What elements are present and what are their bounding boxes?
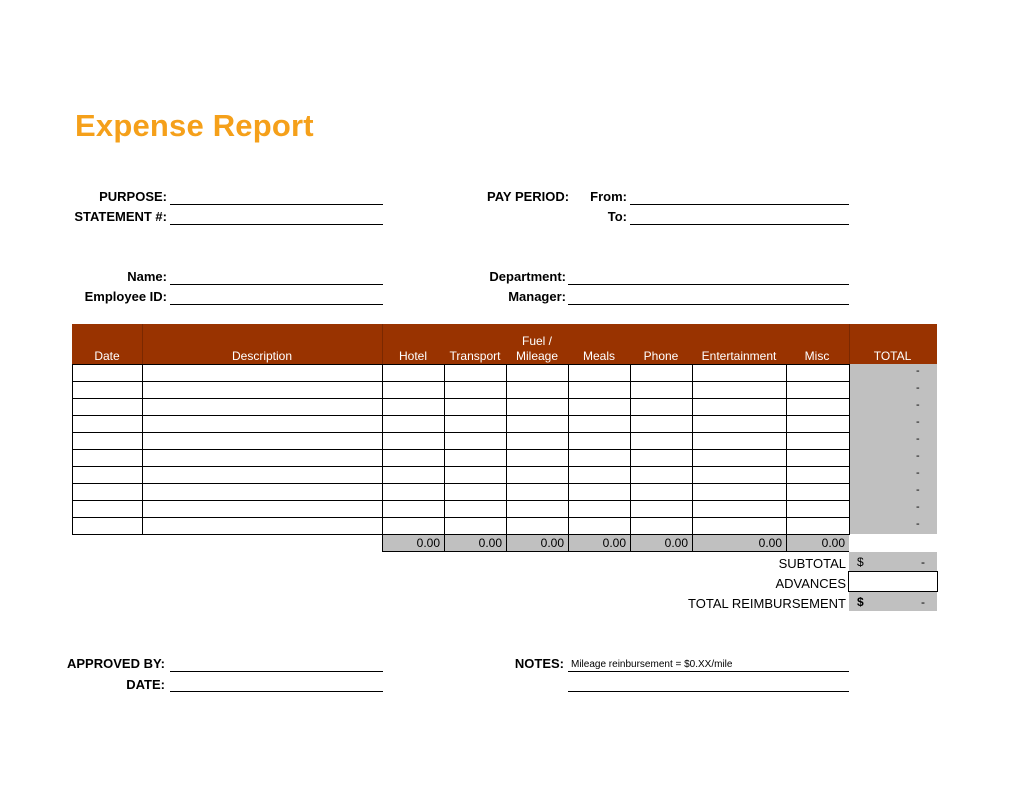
date-label: DATE: xyxy=(126,677,165,692)
table-cell[interactable] xyxy=(445,433,506,449)
manager-field[interactable] xyxy=(568,304,849,305)
column-total-divider xyxy=(630,535,631,551)
subtotal-label: SUBTOTAL xyxy=(778,556,846,571)
table-cell[interactable] xyxy=(143,450,382,466)
subtotal-currency: $ xyxy=(857,555,864,569)
table-cell[interactable] xyxy=(445,467,506,483)
table-cell[interactable] xyxy=(787,382,849,398)
table-cell[interactable] xyxy=(507,416,568,432)
header-divider xyxy=(382,324,383,364)
from-label: From: xyxy=(590,189,627,204)
table-cell[interactable] xyxy=(507,365,568,381)
table-cell[interactable] xyxy=(73,399,142,415)
column-total: 0.00 xyxy=(758,536,782,550)
table-cell[interactable] xyxy=(383,484,444,500)
column-total-divider xyxy=(506,535,507,551)
table-cell[interactable] xyxy=(787,365,849,381)
table-cell[interactable] xyxy=(445,450,506,466)
table-cell[interactable] xyxy=(569,484,630,500)
table-cell[interactable] xyxy=(507,450,568,466)
advances-input[interactable] xyxy=(848,571,938,592)
approved-by-label: APPROVED BY: xyxy=(67,656,165,671)
row-total: - xyxy=(916,382,920,394)
column-total: 0.00 xyxy=(540,536,564,550)
column-line xyxy=(849,364,850,535)
table-cell[interactable] xyxy=(693,416,786,432)
col-date: Date xyxy=(94,349,120,363)
table-cell[interactable] xyxy=(631,467,692,483)
statement-field[interactable] xyxy=(170,224,383,225)
page-title: Expense Report xyxy=(75,108,314,143)
table-cell[interactable] xyxy=(445,501,506,517)
table-cell[interactable] xyxy=(445,484,506,500)
table-cell[interactable] xyxy=(507,518,568,534)
table-cell[interactable] xyxy=(787,416,849,432)
advances-label: ADVANCES xyxy=(775,576,846,591)
table-cell[interactable] xyxy=(569,501,630,517)
total-column xyxy=(849,364,937,534)
table-cell[interactable] xyxy=(383,467,444,483)
to-field[interactable] xyxy=(630,224,849,225)
col-phone: Phone xyxy=(643,349,679,363)
approved-by-field[interactable] xyxy=(170,671,383,672)
table-header xyxy=(72,324,937,364)
total-currency: $ xyxy=(857,595,864,609)
header-divider xyxy=(849,324,850,364)
table-cell[interactable] xyxy=(631,399,692,415)
table-cell[interactable] xyxy=(693,518,786,534)
col-transport: Transport xyxy=(449,349,501,363)
row-total: - xyxy=(916,501,920,513)
table-cell[interactable] xyxy=(383,399,444,415)
table-cell[interactable] xyxy=(631,416,692,432)
table-cell[interactable] xyxy=(383,501,444,517)
row-total: - xyxy=(916,416,920,428)
table-cell[interactable] xyxy=(693,365,786,381)
table-cell[interactable] xyxy=(383,518,444,534)
table-cell[interactable] xyxy=(787,518,849,534)
table-cell[interactable] xyxy=(787,467,849,483)
name-label: Name: xyxy=(127,269,167,284)
table-cell[interactable] xyxy=(787,433,849,449)
row-total: - xyxy=(916,450,920,462)
row-total: - xyxy=(916,365,920,377)
table-cell[interactable] xyxy=(445,416,506,432)
column-total: 0.00 xyxy=(664,536,688,550)
table-cell[interactable] xyxy=(383,450,444,466)
table-cell[interactable] xyxy=(631,365,692,381)
notes-field[interactable] xyxy=(568,671,849,672)
date-field[interactable] xyxy=(170,691,383,692)
table-cell[interactable] xyxy=(507,433,568,449)
row-total: - xyxy=(916,399,920,411)
table-cell[interactable] xyxy=(693,399,786,415)
notes-field-2[interactable] xyxy=(568,691,849,692)
employee-id-label: Employee ID: xyxy=(84,289,167,304)
table-cell[interactable] xyxy=(143,365,382,381)
total-value: - xyxy=(921,595,925,609)
from-field[interactable] xyxy=(630,204,849,205)
table-cell[interactable] xyxy=(383,365,444,381)
column-total-divider xyxy=(444,535,445,551)
table-cell[interactable] xyxy=(631,501,692,517)
table-cell[interactable] xyxy=(73,450,142,466)
table-cell[interactable] xyxy=(73,433,142,449)
statement-label: STATEMENT #: xyxy=(74,209,167,224)
table-cell[interactable] xyxy=(73,467,142,483)
table-cell[interactable] xyxy=(693,501,786,517)
header-divider xyxy=(142,324,143,364)
notes-label: NOTES: xyxy=(514,656,564,671)
row-total: - xyxy=(916,484,920,496)
purpose-field[interactable] xyxy=(170,204,383,205)
table-cell[interactable] xyxy=(445,518,506,534)
to-label: To: xyxy=(607,209,627,224)
col-entertainment: Entertainment xyxy=(701,349,777,363)
purpose-label: PURPOSE: xyxy=(99,189,167,204)
table-cell[interactable] xyxy=(787,399,849,415)
col-mileage: Mileage xyxy=(515,349,559,363)
table-cell[interactable] xyxy=(787,501,849,517)
column-total-divider xyxy=(692,535,693,551)
row-total: - xyxy=(916,518,920,530)
table-cell[interactable] xyxy=(631,433,692,449)
table-cell[interactable] xyxy=(569,518,630,534)
table-cell[interactable] xyxy=(143,467,382,483)
subtotal-cell xyxy=(849,552,937,571)
employee-id-field[interactable] xyxy=(170,304,383,305)
total-reimbursement-cell xyxy=(849,592,937,611)
table-cell[interactable] xyxy=(73,518,142,534)
col-total: TOTAL xyxy=(873,349,912,363)
table-cell[interactable] xyxy=(693,450,786,466)
table-cell[interactable] xyxy=(507,501,568,517)
table-cell[interactable] xyxy=(143,433,382,449)
table-cell[interactable] xyxy=(383,416,444,432)
name-field[interactable] xyxy=(170,284,383,285)
table-cell[interactable] xyxy=(693,467,786,483)
column-total: 0.00 xyxy=(602,536,626,550)
table-cell[interactable] xyxy=(787,484,849,500)
col-meals: Meals xyxy=(582,349,615,363)
table-cell[interactable] xyxy=(383,433,444,449)
col-misc: Misc xyxy=(804,349,830,363)
table-cell[interactable] xyxy=(143,501,382,517)
table-cell[interactable] xyxy=(693,433,786,449)
table-cell[interactable] xyxy=(569,433,630,449)
table-cell[interactable] xyxy=(507,399,568,415)
total-reimbursement-label: TOTAL REIMBURSEMENT xyxy=(688,596,846,611)
table-cell[interactable] xyxy=(631,450,692,466)
table-cell[interactable] xyxy=(631,484,692,500)
table-cell[interactable] xyxy=(693,484,786,500)
table-cell[interactable] xyxy=(73,416,142,432)
table-cell[interactable] xyxy=(507,382,568,398)
col-description: Description xyxy=(231,349,293,363)
table-cell[interactable] xyxy=(143,399,382,415)
pay-period-label: PAY PERIOD: xyxy=(487,189,570,204)
table-cell[interactable] xyxy=(73,501,142,517)
table-cell[interactable] xyxy=(631,382,692,398)
table-cell[interactable] xyxy=(143,518,382,534)
table-cell[interactable] xyxy=(631,518,692,534)
table-cell[interactable] xyxy=(143,484,382,500)
table-cell[interactable] xyxy=(569,382,630,398)
row-total: - xyxy=(916,433,920,445)
notes-text: Mileage reinbursement = $0.XX/mile xyxy=(571,659,733,670)
table-cell[interactable] xyxy=(569,416,630,432)
table-cell[interactable] xyxy=(445,365,506,381)
table-cell[interactable] xyxy=(73,484,142,500)
table-cell[interactable] xyxy=(143,416,382,432)
col-hotel: Hotel xyxy=(398,349,427,363)
manager-label: Manager: xyxy=(508,289,566,304)
table-cell[interactable] xyxy=(569,467,630,483)
table-cell[interactable] xyxy=(693,382,786,398)
table-cell[interactable] xyxy=(445,399,506,415)
table-cell[interactable] xyxy=(507,467,568,483)
column-total-divider xyxy=(786,535,787,551)
table-cell[interactable] xyxy=(787,450,849,466)
col-fuel: Fuel / xyxy=(521,334,552,348)
table-cell[interactable] xyxy=(569,450,630,466)
table-cell[interactable] xyxy=(73,365,142,381)
table-cell[interactable] xyxy=(383,382,444,398)
column-total: 0.00 xyxy=(478,536,502,550)
department-field[interactable] xyxy=(568,284,849,285)
table-cell[interactable] xyxy=(569,365,630,381)
table-cell[interactable] xyxy=(445,382,506,398)
row-total: - xyxy=(916,467,920,479)
department-label: Department: xyxy=(489,269,566,284)
column-total: 0.00 xyxy=(416,536,440,550)
table-cell[interactable] xyxy=(507,484,568,500)
column-total: 0.00 xyxy=(821,536,845,550)
table-cell[interactable] xyxy=(73,382,142,398)
table-cell[interactable] xyxy=(569,399,630,415)
column-total-divider xyxy=(568,535,569,551)
subtotal-value: - xyxy=(921,555,925,569)
column-total-divider xyxy=(382,535,383,551)
table-cell[interactable] xyxy=(143,382,382,398)
